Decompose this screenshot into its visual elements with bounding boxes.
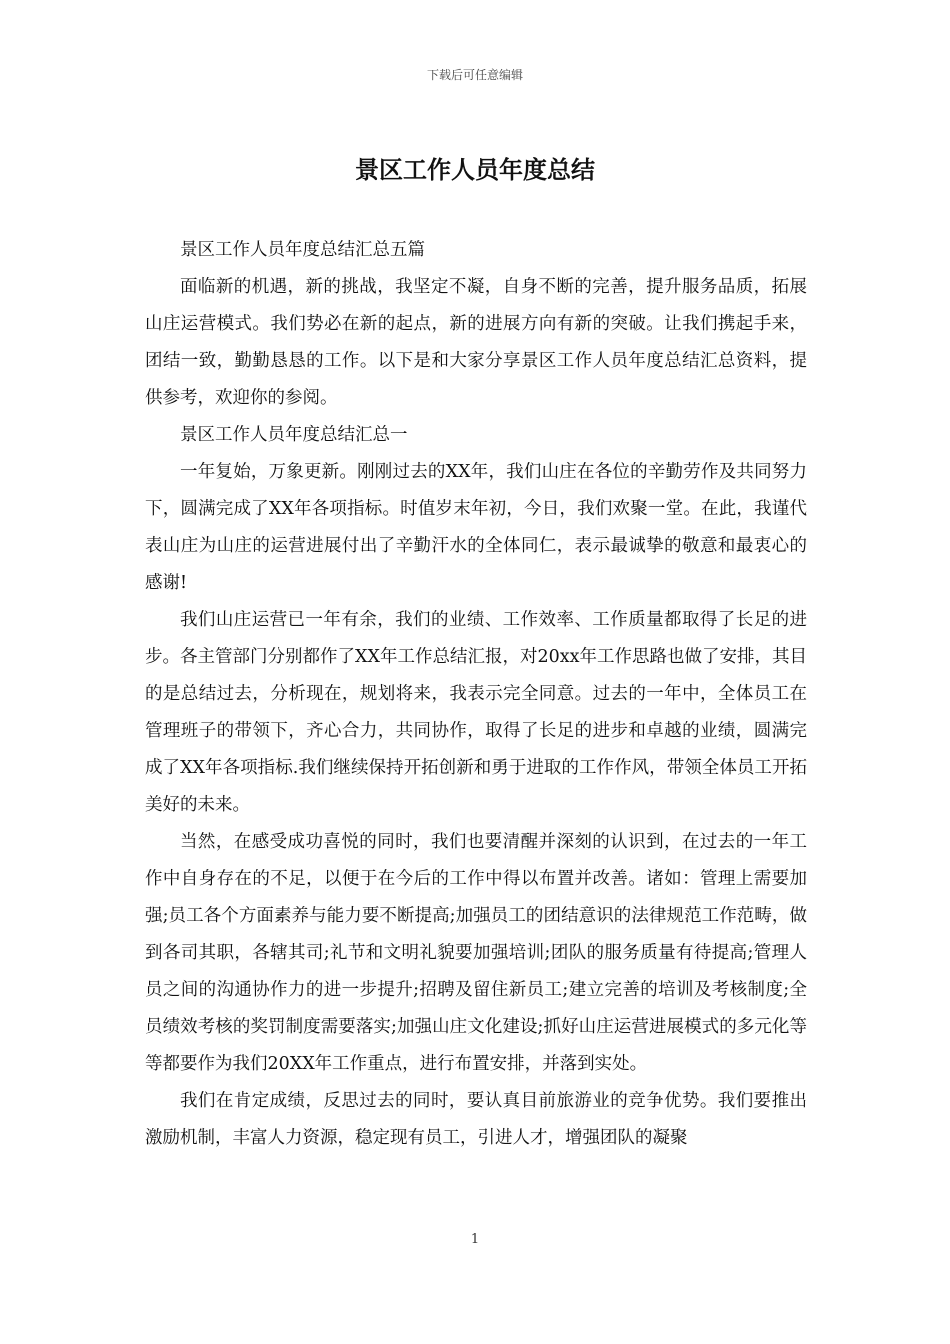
document-title: 景区工作人员年度总结	[355, 155, 595, 184]
paragraph-section-heading: 景区工作人员年度总结汇总一	[180, 425, 408, 445]
paragraph-summary-heading: 景区工作人员年度总结汇总五篇	[180, 240, 425, 260]
paragraph-body: 当然，在感受成功喜悦的同时，我们也要清醒并深刻的认识到，在过去的一年工作中自身存在的不足，以便于在今后的工作中得以布置并改善。诸如：管理上需要加强;员工各个方面素养与能力要不断提高;加强员工的团结意识的法律规范工作范畴，做到各司其职，各辖其司;礼节和文明礼貌要加强培训;团队的服务质量有待提高;管理人员之间的沟通协作力的进一步提升;招聘及留住新员工;建立完善的培训及考核制度;全员绩效考核的奖罚制度需要落实;加强山庄文化建设;抓好山庄运营进展模式的多元化等等都要作为我们20XX年工作重点，进行布置安排，并落到实处。	[145, 832, 807, 1074]
paragraph-intro: 面临新的机遇，新的挑战，我坚定不凝，自身不断的完善，提升服务品质，拓展山庄运营模式。我们势必在新的起点，新的进展方向有新的突破。让我们携起手来，团结一致，勤勤恳恳的工作。以下是和大家分享景区工作人员年度总结汇总资料，提供参考，欢迎你的参阅。	[145, 277, 807, 408]
paragraph-body: 我们在肯定成绩，反思过去的同时，要认真目前旅游业的竞争优势。我们要推出激励机制，丰富人力资源，稳定现有员工，引进人才，增强团队的凝聚	[145, 1091, 807, 1148]
document-body	[145, 232, 807, 1157]
page-number: 1	[470, 1232, 480, 1247]
paragraph-body: 一年复始，万象更新。刚刚过去的XX年，我们山庄在各位的辛勤劳作及共同努力下，圆满完成了XX年各项指标。时值岁末年初，今日，我们欢聚一堂。在此，我谨代表山庄为山庄的运营进展付出了辛勤汗水的全体同仁，表示最诚挚的敬意和最衷心的感谢!	[145, 462, 807, 593]
page-header-note: 下载后可任意编辑	[426, 68, 523, 82]
paragraph-body: 我们山庄运营已一年有余，我们的业绩、工作效率、工作质量都取得了长足的进步。各主管部门分别都作了XX年工作总结汇报，对20xx年工作思路也做了安排，其目的是总结过去，分析现在，规划将来，我表示完全同意。过去的一年中，全体员工在管理班子的带领下，齐心合力，共同协作，取得了长足的进步和卓越的业绩，圆满完成了XX年各项指标.我们继续保持开拓创新和勇于进取的工作作风，带领全体员工开拓美好的未来。	[145, 610, 807, 815]
